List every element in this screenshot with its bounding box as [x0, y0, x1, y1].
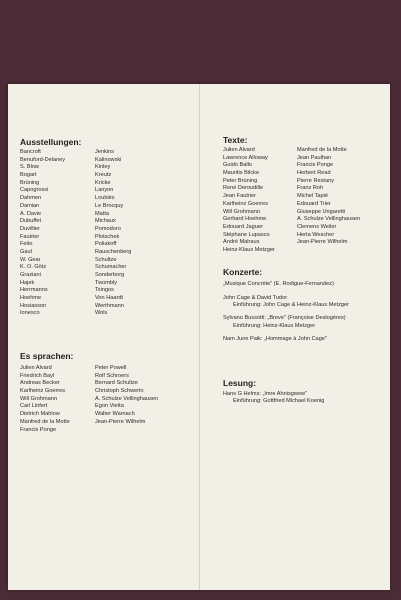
- author-name: Mauritis Bilcke: [223, 170, 260, 177]
- artist-name: Kalinowski: [95, 156, 122, 163]
- speaker-name: Will Grohmann: [20, 395, 57, 402]
- speaker-name: Francis Ponge: [20, 426, 57, 433]
- author-name: Will Grohmann: [223, 208, 260, 215]
- texte-authors-col1: [223, 147, 275, 255]
- speaker-name: Jean-Pierre Wilhelm: [95, 418, 146, 425]
- author-name: Herbert Read: [297, 170, 331, 177]
- artist-name: Lanyon: [95, 187, 114, 194]
- artist-name: Hoehme: [20, 295, 42, 302]
- artist-name: Kreutz: [95, 172, 112, 179]
- author-name: Clemens Weiler: [297, 223, 337, 230]
- es-sprachen-speakers-col1: [20, 365, 70, 434]
- texte-heading: Texte:: [223, 135, 248, 145]
- artist-name: Duvillier: [20, 225, 40, 232]
- speaker-name: Bernard Schultze: [95, 380, 138, 387]
- artist-name: Feito: [20, 241, 33, 248]
- speaker-name: Julien Alvard: [20, 365, 52, 371]
- author-name: Jean Fautrier: [223, 193, 256, 200]
- speaker-name: Peter Powell: [95, 365, 127, 371]
- artist-name: Kinley: [95, 164, 111, 171]
- author-name: Edouard Trier: [297, 200, 331, 207]
- artist-name: Schultze: [95, 256, 117, 263]
- author-name: Julien Alvard: [223, 147, 255, 153]
- author-name: René Deroudille: [223, 185, 264, 192]
- konzert-title: John Cage & David Tudor: [223, 294, 288, 301]
- author-name: Edouard Jaguer: [223, 223, 263, 230]
- speaker-name: Andreas Becker: [20, 380, 60, 387]
- konzert-item: [223, 336, 349, 343]
- ausstellungen-heading: Ausstellungen:: [20, 137, 82, 147]
- artist-name: Loubiès: [95, 195, 115, 202]
- lesung-line: Einführung: Gottfried Michael Koenig: [233, 398, 325, 405]
- konzert-item: [223, 295, 349, 309]
- artist-name: Matta: [95, 210, 109, 217]
- artist-name: Dubuffet: [20, 218, 42, 225]
- artist-name: Jenkins: [95, 149, 114, 155]
- es-sprachen-heading: Es sprachen:: [20, 351, 74, 361]
- speaker-name: Rolf Schroers: [95, 372, 129, 379]
- artist-name: Le Brocquy: [95, 202, 124, 209]
- artist-name: Dahmen: [20, 195, 42, 202]
- artist-name: Sonderborg: [95, 272, 125, 278]
- artist-name: Gaul: [20, 248, 32, 255]
- author-name: Francis Ponge: [297, 162, 334, 169]
- author-name: Franz Roh: [297, 185, 324, 192]
- speaker-name: Dietrich Mahlow: [20, 411, 60, 418]
- fold-line: [199, 84, 200, 590]
- artist-name: Ionesco: [20, 310, 40, 317]
- konzert-item: [223, 281, 349, 288]
- konzert-item: [223, 315, 349, 329]
- author-name: Gerhard Hoehme: [223, 216, 267, 223]
- konzert-title: Sylvano Bussotti: „Breve" (Françoise Deslogères): [223, 315, 346, 322]
- artist-name: Poliakoff: [95, 241, 117, 248]
- artist-name: Twombly: [95, 279, 118, 286]
- author-name: Guido Ballo: [223, 162, 252, 169]
- artist-name: Bogart: [20, 172, 37, 179]
- artist-name: K. O. Götz: [20, 264, 47, 271]
- lesung-text: [223, 391, 324, 405]
- speaker-name: Friedrich Bayl: [20, 372, 55, 379]
- artist-name: Michaux: [95, 218, 116, 225]
- author-name: Giuseppe Ungaretti: [297, 208, 346, 215]
- author-name: Karlheinz Goerres: [223, 200, 269, 207]
- texte-authors-col2: [297, 147, 360, 247]
- speaker-name: Walter Warnach: [95, 411, 135, 418]
- konzerte-list: [223, 281, 349, 350]
- artist-name: Brüning: [20, 179, 40, 186]
- konzerte-heading: Konzerte:: [223, 267, 263, 277]
- artist-name: W. Gear: [20, 256, 41, 263]
- author-name: A. Schulze Vellinghausen: [297, 216, 361, 223]
- artist-name: Hajek: [20, 279, 35, 286]
- artist-name: Graziani: [20, 272, 41, 278]
- artist-name: Plotschek: [95, 233, 120, 240]
- author-name: Michel Tapié: [297, 193, 328, 200]
- author-name: Stéphane Lupasco: [223, 231, 270, 238]
- artist-name: Rauschenberg: [95, 248, 132, 255]
- author-name: Lawrence Alloway: [223, 154, 268, 161]
- author-name: Jean Paulhan: [297, 154, 332, 161]
- es-sprachen-speakers-col2: [95, 365, 158, 427]
- artist-name: Capogrossi: [20, 187, 49, 194]
- artist-name: Kricke: [95, 179, 111, 186]
- lesung-line: Hans G Helms: „Imre Ahnisgwow": [223, 391, 308, 397]
- artist-name: Werthmann: [95, 302, 124, 309]
- author-name: Heinz-Klaus Metzger: [223, 246, 275, 253]
- artist-name: Fautrier: [20, 233, 40, 240]
- artist-name: Schumacher: [95, 264, 127, 271]
- speaker-name: Egon Vietta: [95, 403, 124, 410]
- ausstellungen-artists-col1: [20, 149, 65, 318]
- speaker-name: A. Schulze Vellinghausen: [95, 395, 159, 402]
- konzert-introduction: Einführung: Heinz-Klaus Metzger: [233, 322, 316, 329]
- speaker-name: Manfred de la Motte: [20, 418, 70, 425]
- konzert-title: Nam June Paik: „Hommage à John Cage": [223, 336, 327, 343]
- author-name: Peter Brüning: [223, 177, 258, 184]
- artist-name: Benuford-Delaney: [20, 156, 66, 163]
- artist-name: Herrmanns: [20, 287, 48, 294]
- artist-name: Tsingos: [95, 287, 114, 294]
- lesung-heading: Lesung:: [223, 378, 257, 388]
- speaker-name: Carl Linfert: [20, 403, 48, 410]
- ausstellungen-artists-col2: [95, 149, 131, 318]
- konzert-title: „Musique Concrète" (E. Rodigue-Fernandez): [223, 281, 334, 287]
- artist-name: Wols: [95, 310, 108, 317]
- author-name: Herta Wescher: [297, 231, 335, 238]
- author-name: Manfred de la Motte: [297, 147, 347, 153]
- artist-name: S. Blow: [20, 164, 39, 171]
- artist-name: Hosiasson: [20, 302, 47, 309]
- author-name: Pierre Restany: [297, 177, 334, 184]
- author-name: Jean-Pierre Wilhelm: [297, 239, 348, 246]
- artist-name: Pomodoro: [95, 225, 121, 232]
- artist-name: A. Davie: [20, 210, 42, 217]
- speaker-name: Christoph Schwerin: [95, 388, 144, 395]
- artist-name: Bancroft: [20, 149, 41, 155]
- speaker-name: Karlheinz Goerres: [20, 388, 66, 395]
- author-name: André Malraux: [223, 239, 260, 246]
- konzert-introduction: Einführung: John Cage & Heinz-Klaus Metzger: [233, 301, 349, 308]
- artist-name: Damian: [20, 202, 40, 209]
- artist-name: Von Haardt: [95, 295, 123, 302]
